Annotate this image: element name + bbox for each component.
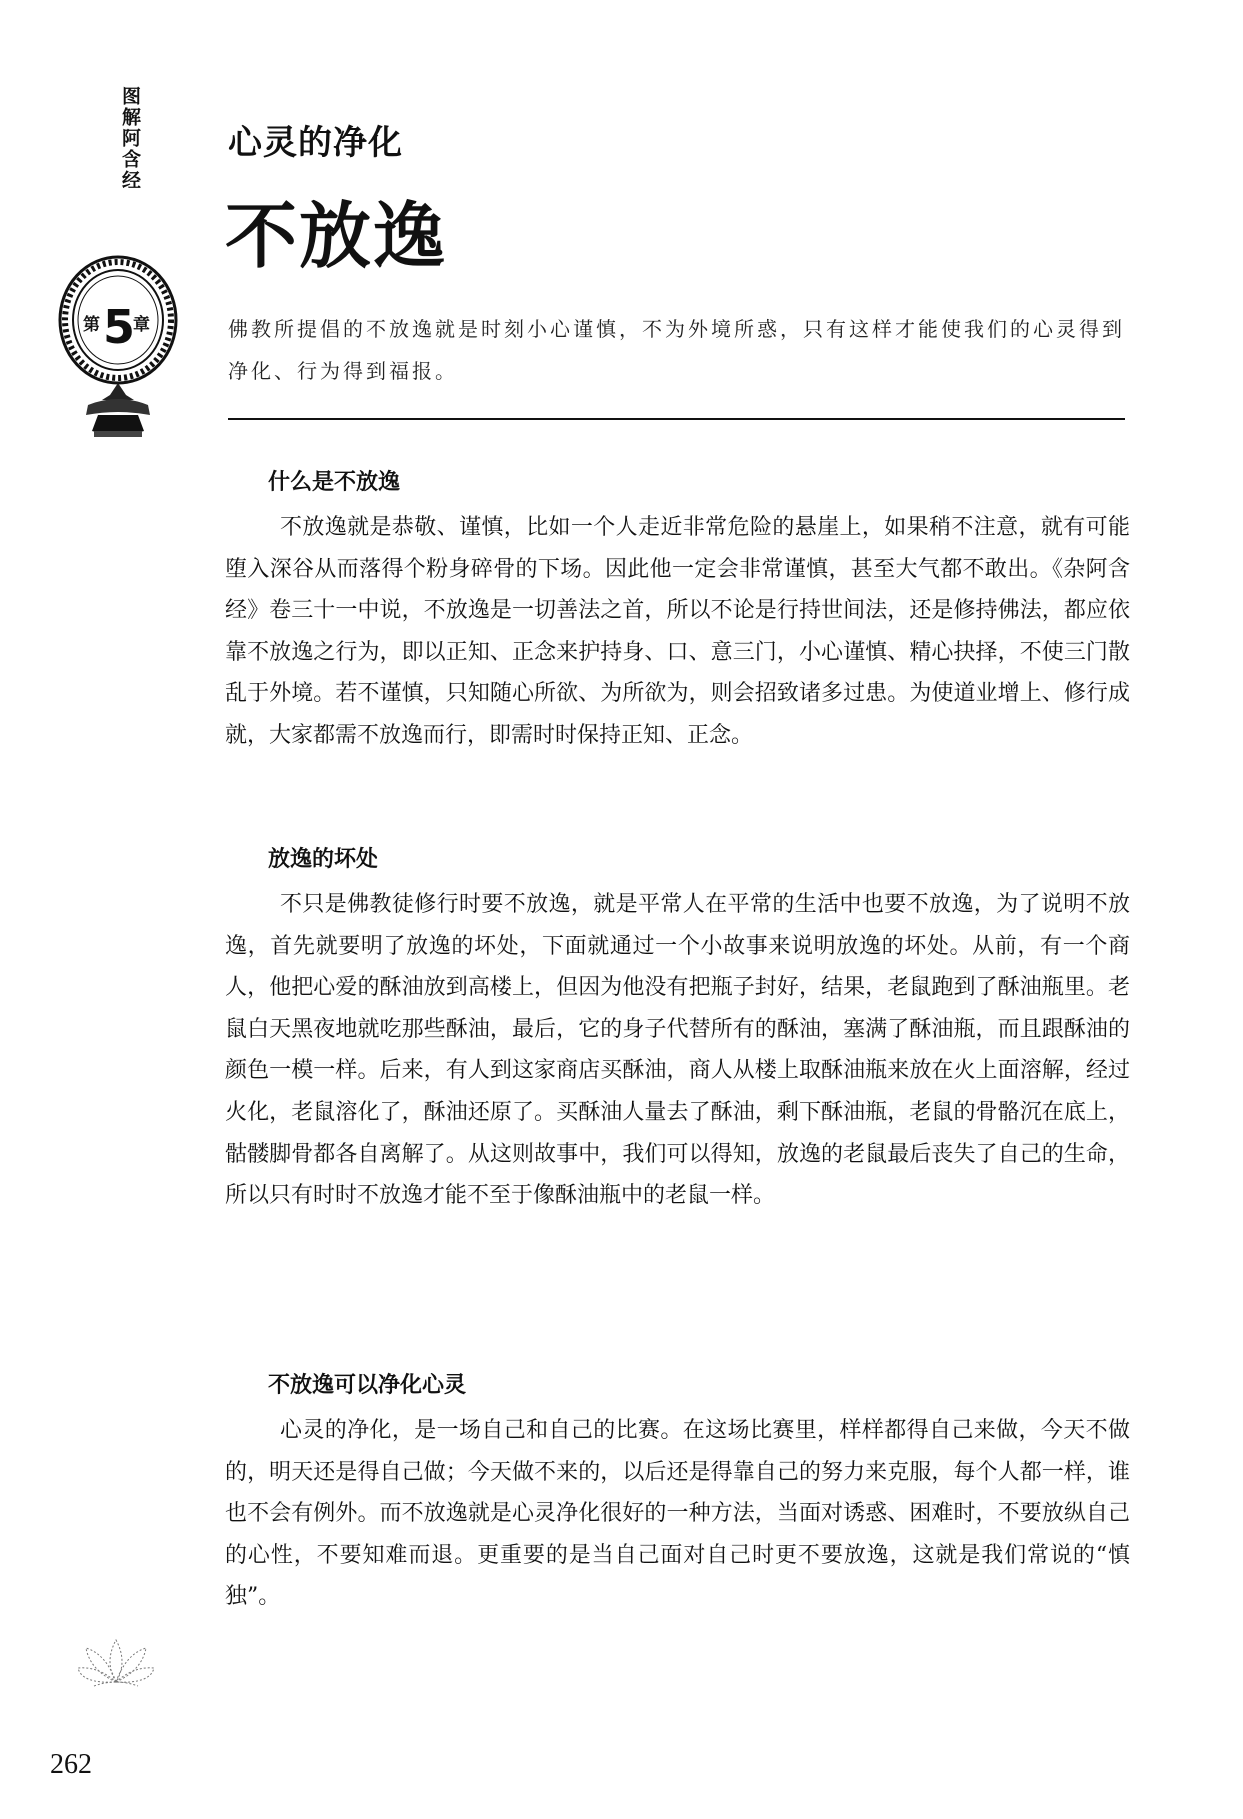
section-harm [225,842,1130,1217]
chapter-emblem [58,255,178,445]
chapter-number: 5 [103,300,136,354]
intro-text: 佛教所提倡的不放逸就是时刻小心谨慎，不为外境所惑，只有这样才能使我们的心灵得到净化、行为得到福报。 [228,317,1125,383]
lotus-ornament-icon [76,1632,156,1688]
section-body: 心灵的净化，是一场自己和自己的比赛。在这场比赛里，样样都得自己来做，今天不做的，明天还是得自己做；今天做不来的，以后还是得靠自己的努力来克服，每个人都一样，谁也不会有例外。而不放逸就是心灵净化很好的一种方法，当面对诱惑、困难时，不要放纵自己的心性，不要知难而退。更重要的是当自己面对自己时更不要放逸，这就是我们常说的“慎独”。 [225,1418,1130,1610]
page-title: 不放逸 [225,193,448,278]
divider [228,418,1125,420]
chapter-suffix: 章 [133,315,150,335]
section-heading: 什么是不放逸 [268,470,401,495]
section-kicker: 心灵的净化 [228,123,403,163]
section-heading: 放逸的坏处 [268,847,379,872]
section-body: 不只是佛教徒修行时要不放逸，就是平常人在平常的生活中也要不放逸，为了说明不放逸，首先就要明了放逸的坏处，下面就通过一个小故事来说明放逸的坏处。从前，有一个商人，他把心爱的酥油放到高楼上，但因为他没有把瓶子封好，结果，老鼠跑到了酥油瓶里。老鼠白天黑夜地就吃那些酥油，最后，它的身子代替所有的酥油，塞满了酥油瓶，而且跟酥油的颜色一模一样。后来，有人到这家商店买酥油，商人从楼上取酥油瓶来放在火上面溶解，经过火化，老鼠溶化了，酥油还原了。买酥油人量去了酥油，剩下酥油瓶，老鼠的骨骼沉在底上，骷髅脚骨都各自离解了。从这则故事中，我们可以得知，放逸的老鼠最后丧失了自己的生命，所以只有时时不放逸才能不至于像酥油瓶中的老鼠一样。 [225,892,1130,1209]
section-purify [225,1368,1130,1618]
section-what-is [225,465,1130,757]
section-heading: 不放逸可以净化心灵 [268,1373,467,1398]
book-title-vertical: 图解阿含经 [119,86,141,191]
page-number: 262 [50,1749,92,1780]
chapter-prefix: 第 [83,315,100,335]
section-body: 不放逸就是恭敬、谨慎，比如一个人走近非常危险的悬崖上，如果稍不注意，就有可能堕入深谷从而落得个粉身碎骨的下场。因此他一定会非常谨慎，甚至大气都不敢出。《杂阿含经》卷三十一中说，不放逸是一切善法之首，所以不论是行持世间法，还是修持佛法，都应依靠不放逸之行为，即以正知、正念来护持身、口、意三门，小心谨慎、精心抉择，不使三门散乱于外境。若不谨慎，只知随心所欲、为所欲为，则会招致诸多过患。为使道业增上、修行成就，大家都需不放逸而行，即需时时保持正知、正念。 [225,515,1130,748]
